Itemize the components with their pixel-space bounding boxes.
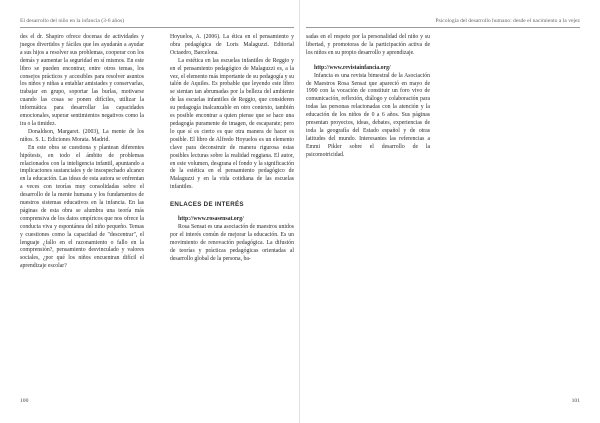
text-column-2 (170, 34, 294, 263)
book-reference: Donaldson, Margaret. (2003), La mente de los niños. S. L. Ediciones Morata. Madrid. (20, 128, 144, 143)
page-number: 100 (20, 398, 29, 404)
right-page (300, 0, 600, 423)
header-rule (306, 27, 580, 28)
link-url[interactable]: http://www.revistainfancia.org/ (314, 64, 391, 71)
page-number: 101 (571, 398, 580, 404)
paragraph: Infancia es una revista bimestral de la Asociación de Maestros Rosa Sensat que apareció en mayo de 1990 con la vocación de constituir un foro vivo de comunicación, reflexión, diálogo y colaboración para todas las personas relacionadas con la atención y la educación de los niños de 0 a 6 años. Sus páginas presentan proyectos, ideas, debates, experiencias de toda la geografía del Estado español y de otras latitudes del mundo. Interesantes las referencias a Emmi Pikler sobre el desarrollo de la psicomotricidad. (306, 72, 430, 158)
header-rule (20, 27, 294, 28)
book-reference: Hoyuelos, A. (2006). La ética en el pensamiento y obra pedagógica de Loris Malaguzzi. Editorial Octaedro, Barcelona. (170, 34, 294, 56)
paragraph: sadas en el respeto por la personalidad del niño y su libertad, y promotoras de la participación activa de los niños en su propio desarrollo y aprendizaje. (306, 34, 430, 56)
paragraph: La estética en las escuelas infantiles de Reggio y en el pensamiento pedagógico de Malaguzzi es, a la vez, el elemento más importante de su pedagogía y su talón de Aquiles. Es probable que leyendo este libro se sientan tan abrumadas por la belleza del ambiente de las escuelas infantiles de Reggio, que consideren su pedagogía inalcanzable en otro contexto, también es posible encontrar a quien piense que se hace una pedagogía puramente de imagen, de escaparate; pero lo que sí es cierto es que otra manera de hacer es posible. El libro de Alfredo Hoyuelos es un elemento clave para deconstruir de manera rigurosa estas posibles lecturas sobre la realidad reggiana. El autor, en este volumen, desgrana el fondo y la significación de la estética en el pensamiento pedagógico de Malaguzzi y en la vida cotidiana de las escuelas infantiles. (170, 57, 294, 191)
text-column-1 (306, 34, 430, 160)
link-url[interactable]: http://www.rosasensat.org/ (178, 216, 244, 223)
paragraph: Rosa Sensat es una asociación de maestros unidos por el interés común de mejorar la educación. Es un movimiento de renovación pedagógica. La difusión de teorías y prácticas pedagógicas orientadas al desarrollo global de la persona, ba- (170, 223, 294, 262)
running-header: El desarrollo del niño en la infancia (3-6 años) (20, 18, 125, 24)
section-heading: ENLACES DE INTERÉS (170, 201, 244, 209)
paragraph: En este obra se cuestiona y plantean diferentes hipótesis, en todo el ámbito de problemas relacionados con la inteligencia infantil, apuntando a implicaciones sustanciales y de insospechado alcance en la educación. Las ideas de esta autora se enfrentan a veces con teorías muy consolidadas sobre el desarrollo de la mente humana y los fundamentos de nuestros sistemas educativos en la infancia. En las páginas de esta obra se alumbra una teoría más comprensiva de los datos empíricos que nos ofrece la conducta viva y espontánea del niño pequeño. Temas y cuestiones como la capacidad de "descentrar", el lenguaje ¿fallo en el razonamiento o fallo en la comprensión?, pensamiento desvinculado y valores sociales, ¿por qué los niños encuentran difícil el aprendizaje escolar? (20, 144, 144, 270)
paragraph: des el dr. Shapiro ofrece docenas de actividades y juegos divertidos y fáciles que les ayudarán a ayudar a sus hijos a resolver sus problemas, cooperar con los demás y aumentar la seguridad en sí mismos. En este libro se pueden encontrar, entre otros temas, los consejos prácticos y accesibles para resolver asuntos los niños y niñas a entablar amistades y conservarlas, trabajar en grupo, soportar las burlas, motivarse cuando las cosas se ponen difíciles, utilizar la informática para desarrollar las capacidades emocionales, superar sentimientos negativos como la ira o la timidez. (20, 34, 144, 127)
running-header: Psicología del desarrollo humano: desde el nacimiento a la vejez (435, 18, 580, 24)
text-column-1 (20, 34, 144, 271)
